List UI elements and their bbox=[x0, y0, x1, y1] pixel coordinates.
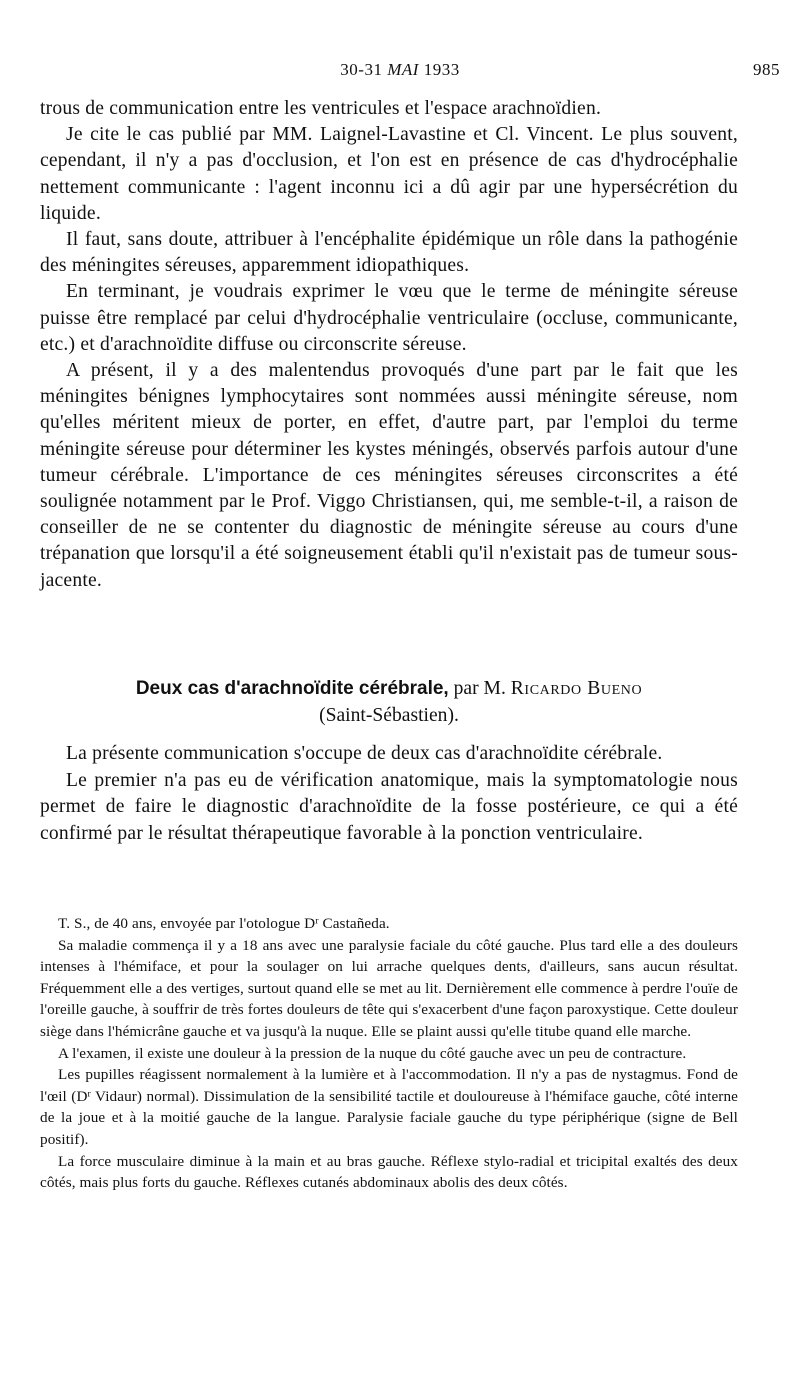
paragraph: A présent, il y a des malentendus provoqués d'une part par le fait que les méningites bénignes lymphocytaires sont nommées aussi méningite séreuse, nom qu'elles méritent mieux de porter, en effet, d'autre part, par l'emploi du terme méningite séreuse pour déterminer les kystes méningés, observés parfois autour d'une tumeur cérébrale. L'importance de ces méningites séreuses circonscrites a été soulignée notamment par le Prof. Viggo Christiansen, qui, me semble-t-il, a raison de conseiller de ne se contenter du diagnostic de méningite séreuse au cours d'une trépanation que lorsqu'il a été soigneusement établi qu'il n'existait pas de tumeur sous-jacente. bbox=[40, 360, 738, 591]
intro-text bbox=[40, 96, 738, 594]
section-location: (Saint-Sébastien). bbox=[319, 705, 459, 726]
case-paragraph: Les pupilles réagissent normalement à la lumière et à l'accommodation. Il n'y a pas de nystagmus. Fond de l'œil ($D^r$ Vidaur) normal). Dissimulation de la sensibilité tactile et douloureuse à l'hémiface gauche, côté interne de la joue et à la moitié gauche de la langue. Paralysie faciale gauche du type périphérique (signe de Bell positif). bbox=[40, 1066, 738, 1148]
paragraph: Le premier n'a pas eu de vérification anatomique, mais la symptomatologie nous permet de faire le diagnostic d'arachnoïdite de la fosse postérieure, ce qui a été confirmé par le résultat thérapeutique favorable à la ponction ventriculaire. bbox=[40, 769, 738, 844]
running-header bbox=[0, 60, 800, 84]
paragraph: trous de communication entre les ventricules et l'espace arachnoïdien. bbox=[40, 98, 602, 119]
paragraph: La présente communication s'occupe de deux cas d'arachnoïdite cérébrale. bbox=[66, 743, 663, 764]
section-title-line: Deux cas d'arachnoïdite cérébrale, par M. Ricardo Bueno bbox=[135, 678, 643, 699]
section-heading bbox=[40, 675, 738, 729]
case-paragraph: La force musculaire diminue à la main et au bras gauche. Réflexe stylo-radial et tricipital exaltés des deux côtés, mais plus forts du gauche. Réflexes cutanés abdominaux abolis des deux côtés. bbox=[40, 1152, 738, 1192]
case-paragraph: Sa maladie commença il y a 18 ans avec une paralysie faciale du côté gauche. Plus tard elle a des douleurs intenses à l'hémiface, et pour la soulager on lui arrache quelques dents, d'ailleurs, sans aucun résultat. Fréquemment elle a des vertiges, surtout quand elle se met au lit. Dernièrement elle commence à perdre l'ouïe de l'oreille gauche, à souffrir de très fortes douleurs de tête qui s'exacerbent d'une façon paroxystique. Cette douleur siège dans l'hémicrâne gauche et va jusqu'à la nuque. Elle se plaint aussi qu'elle titube quand elle marche. bbox=[40, 936, 738, 1040]
section-author: Ricardo Bueno bbox=[510, 678, 643, 699]
section-text bbox=[40, 741, 738, 847]
paragraph: Il faut, sans doute, attribuer à l'encéphalite épidémique un rôle dans la pathogénie des méningites séreuses, apparemment idiopathiques. bbox=[40, 229, 738, 277]
header-month: MAI bbox=[387, 60, 419, 79]
case-intro: T. S., de 40 ans, envoyée par l'otologue $D^r$ Castañeda. bbox=[58, 915, 390, 932]
header-date: 30-31 MAI 1933 bbox=[340, 60, 460, 79]
paragraph: Je cite le cas publié par MM. Laignel-Lavastine et Cl. Vincent. Le plus souvent, cependant, il n'y a pas d'occlusion, et l'on est en présence de cas d'hydrocéphalie nettement communicante : l'agent inconnu ici a dû agir par une hypersécrétion du liquide. bbox=[40, 124, 738, 224]
case-paragraph: A l'examen, il existe une douleur à la pression de la nuque du côté gauche avec un peu de contracture. bbox=[58, 1044, 687, 1062]
page-number: 985 bbox=[753, 60, 780, 79]
paragraph: En terminant, je voudrais exprimer le vœu que le terme de méningite séreuse puisse être remplacé par celui d'hydrocéphalie ventriculaire (occluse, communicante, etc.) et d'arachnoïdite diffuse ou circonscrite séreuse. bbox=[40, 281, 738, 355]
section-title: Deux cas d'arachnoïdite cérébrale, bbox=[135, 678, 449, 699]
case-report bbox=[40, 913, 738, 1194]
